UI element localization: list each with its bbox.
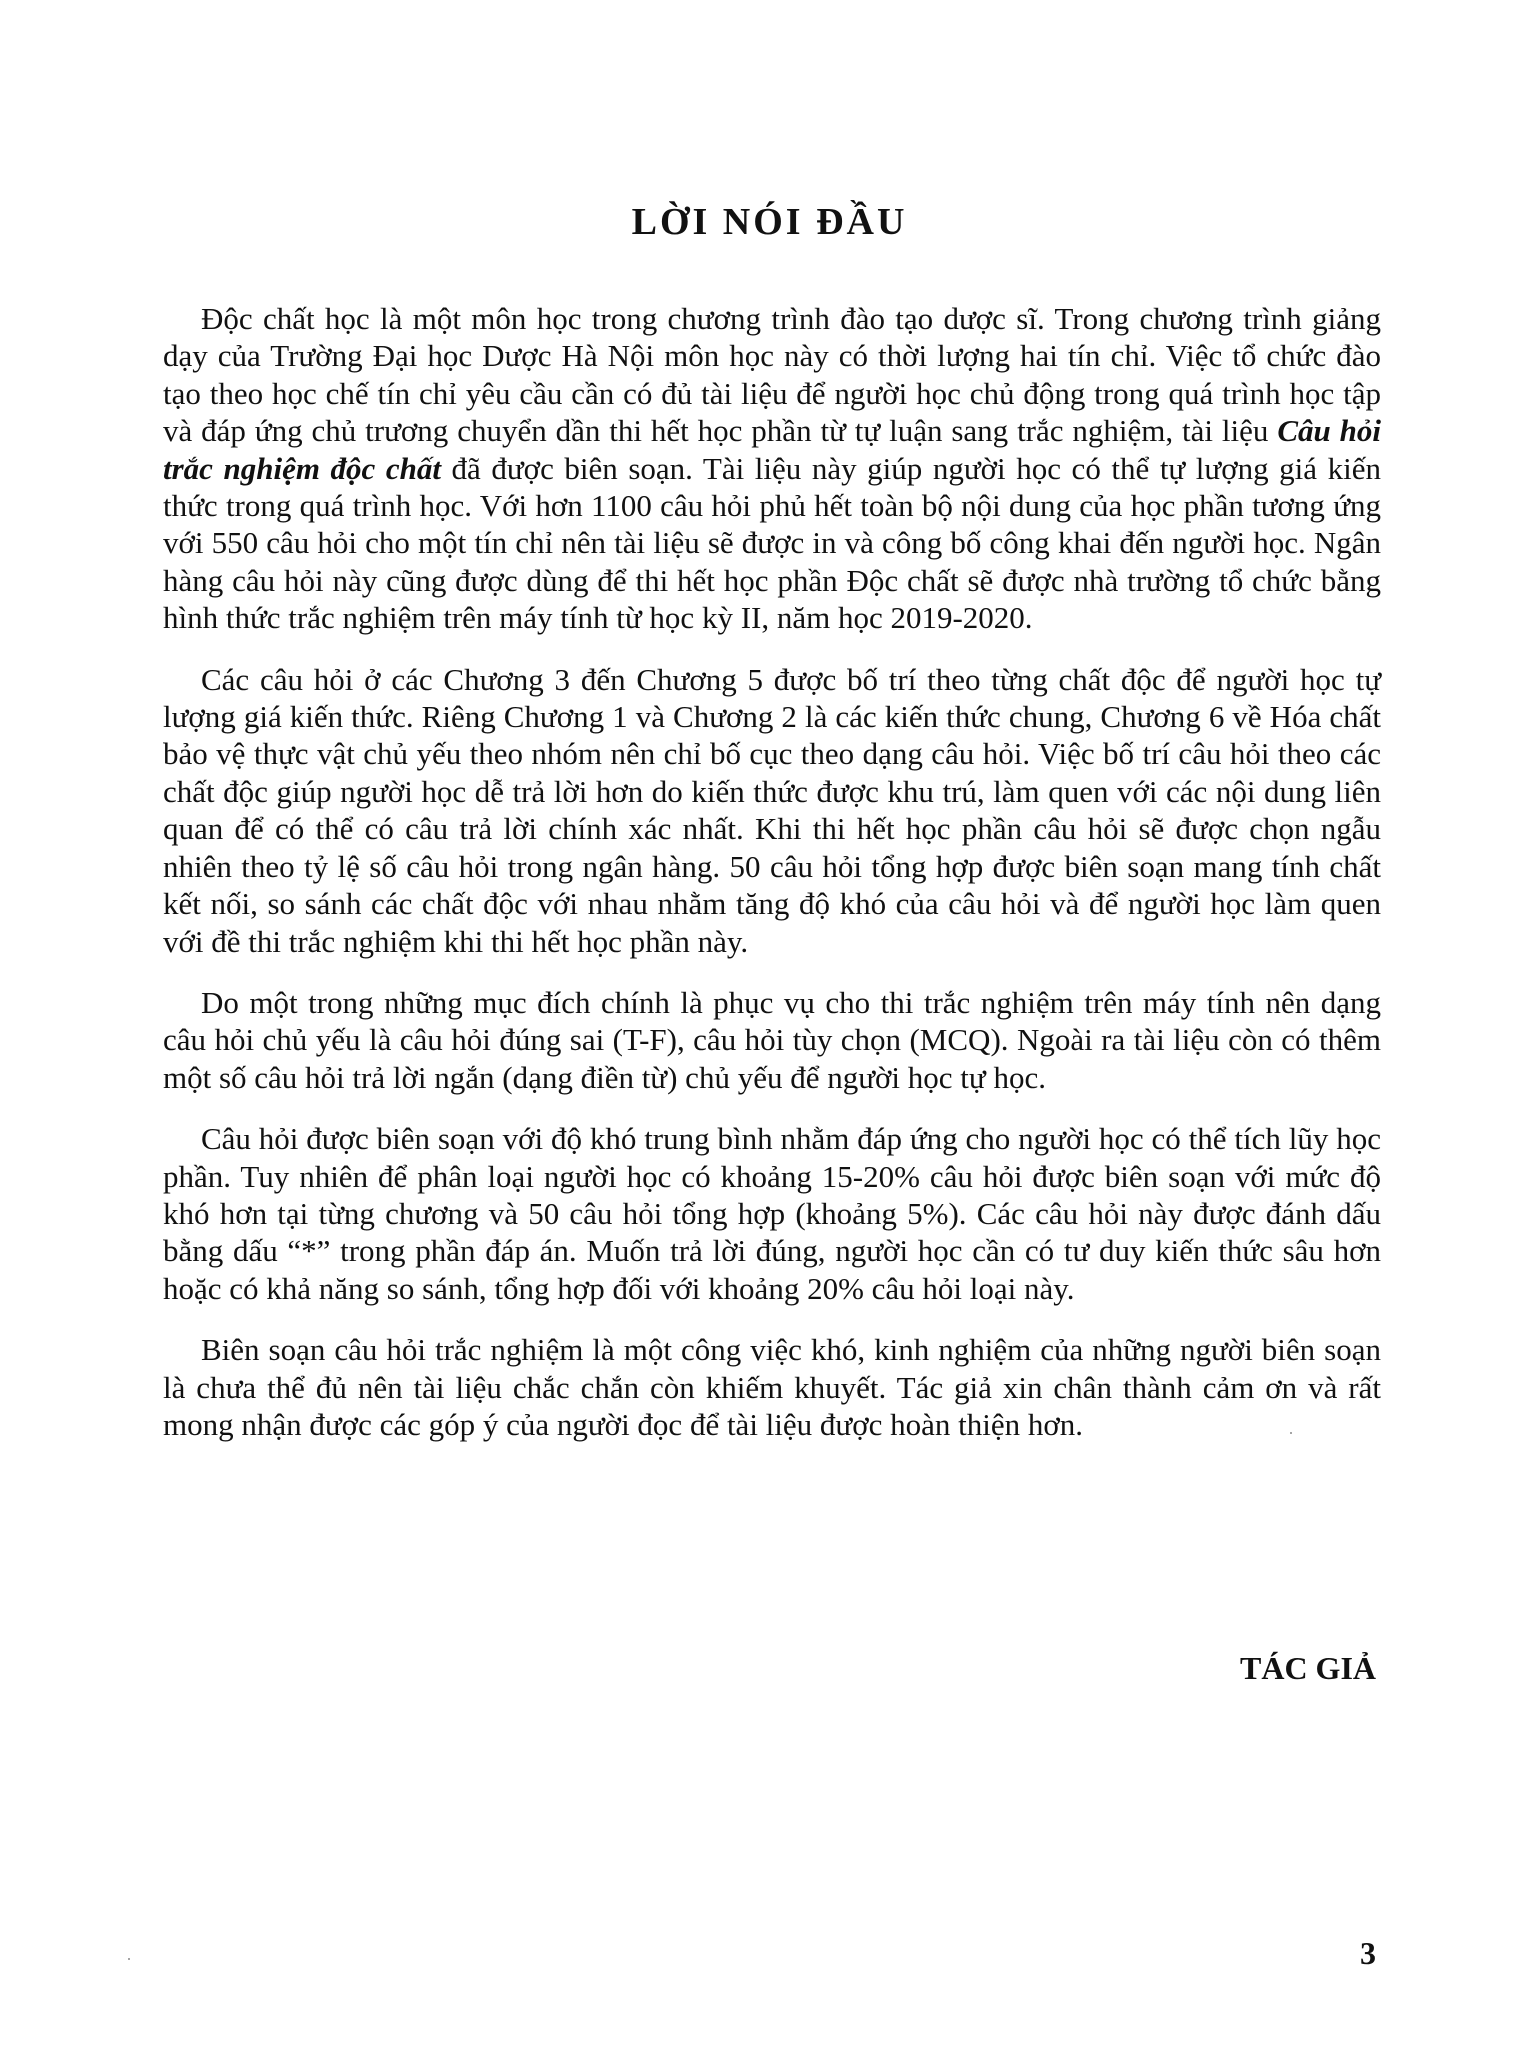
page-title: LỜI NÓI ĐẦU [631, 201, 908, 243]
paragraph-3: Do một trong những mục đích chính là phục vụ cho thi trắc nghiệm trên máy tính nên dạng câu hỏi chủ yếu là câu hỏi đúng sai (T-F), câu hỏi tùy chọn (MCQ). Ngoài ra tài liệu còn có thêm một số câu hỏi trả lời ngắn (dạng điền từ) chủ yếu để người học tự học. [163, 984, 1381, 1095]
paragraph-4: Câu hỏi được biên soạn với độ khó trung bình nhằm đáp ứng cho người học có thể tích lũy học phần. Tuy nhiên để phân loại người học có khoảng 15-20% câu hỏi được biên soạn với mức độ khó hơn tại từng chương và 50 câu hỏi tổng hợp (khoảng 5%). Các câu hỏi này được đánh dấu bằng dấu “*” trong phần đáp án. Muốn trả lời đúng, người học cần có tư duy kiến thức sâu hơn hoặc có khả năng so sánh, tổng hợp đối với khoảng 20% câu hỏi loại này. [163, 1121, 1381, 1306]
scan-speck [128, 1958, 130, 1960]
paragraph-2: Các câu hỏi ở các Chương 3 đến Chương 5 được bố trí theo từng chất độc để người học tự lượng giá kiến thức. Riêng Chương 1 và Chương 2 là các kiến thức chung, Chương 6 về Hóa chất bảo vệ thực vật chủ yếu theo nhóm nên chỉ bố cục theo dạng câu hỏi. Việc bố trí câu hỏi theo các chất độc giúp người học dễ trả lời hơn do kiến thức được khu trú, làm quen với các nội dung liên quan để có thể có câu trả lời chính xác nhất. Khi thi hết học phần câu hỏi sẽ được chọn ngẫu nhiên theo tỷ lệ số câu hỏi trong ngân hàng. 50 câu hỏi tổng hợp được biên soạn mang tính chất kết nối, so sánh các chất độc với nhau nhằm tăng độ khó của câu hỏi và để người học làm quen với đề thi trắc nghiệm khi thi hết học phần này. [163, 661, 1381, 959]
author-signature: TÁC GIẢ [1239, 1650, 1376, 1686]
book-title-emphasis: Câu hỏi trắc nghiệm độc chất [163, 413, 1381, 486]
scan-speck [1290, 1432, 1292, 1434]
preface-body [163, 300, 1381, 1467]
paragraph-5: Biên soạn câu hỏi trắc nghiệm là một công việc khó, kinh nghiệm của những người biên soạn là chưa thể đủ nên tài liệu chắc chắn còn khiếm khuyết. Tác giả xin chân thành cảm ơn và rất mong nhận được các góp ý của người đọc để tài liệu được hoàn thiện hơn. [163, 1332, 1381, 1442]
paragraph-1 [163, 300, 1381, 637]
paragraph-1-text-before: Độc chất học là một môn học trong chương trình đào tạo dược sĩ. Trong chương trình giảng dạy của Trường Đại học Dược Hà Nội môn học này có thời lượng hai tín chỉ. Việc tổ chức đào tạo theo học chế tín chỉ yêu cầu cần có đủ tài liệu để người học chủ động trong quá trình học tập và đáp ứng chủ trương chuyển dần thi hết học phần từ tự luận sang trắc nghiệm, tài liệu [163, 301, 1381, 449]
paragraph-1-text-after: đã được biên soạn. Tài liệu này giúp người học có thể tự lượng giá kiến thức trong quá trình học. Với hơn 1100 câu hỏi phủ hết toàn bộ nội dung của học phần tương ứng với 550 câu hỏi cho một tín chỉ nên tài liệu sẽ được in và công bố công khai đến người học. Ngân hàng câu hỏi này cũng được dùng để thi hết học phần Độc chất sẽ được nhà trường tổ chức bằng hình thức trắc nghiệm trên máy tính từ học kỳ II, năm học 2019-2020. [163, 450, 1381, 636]
page-number: 3 [1360, 1935, 1376, 1971]
